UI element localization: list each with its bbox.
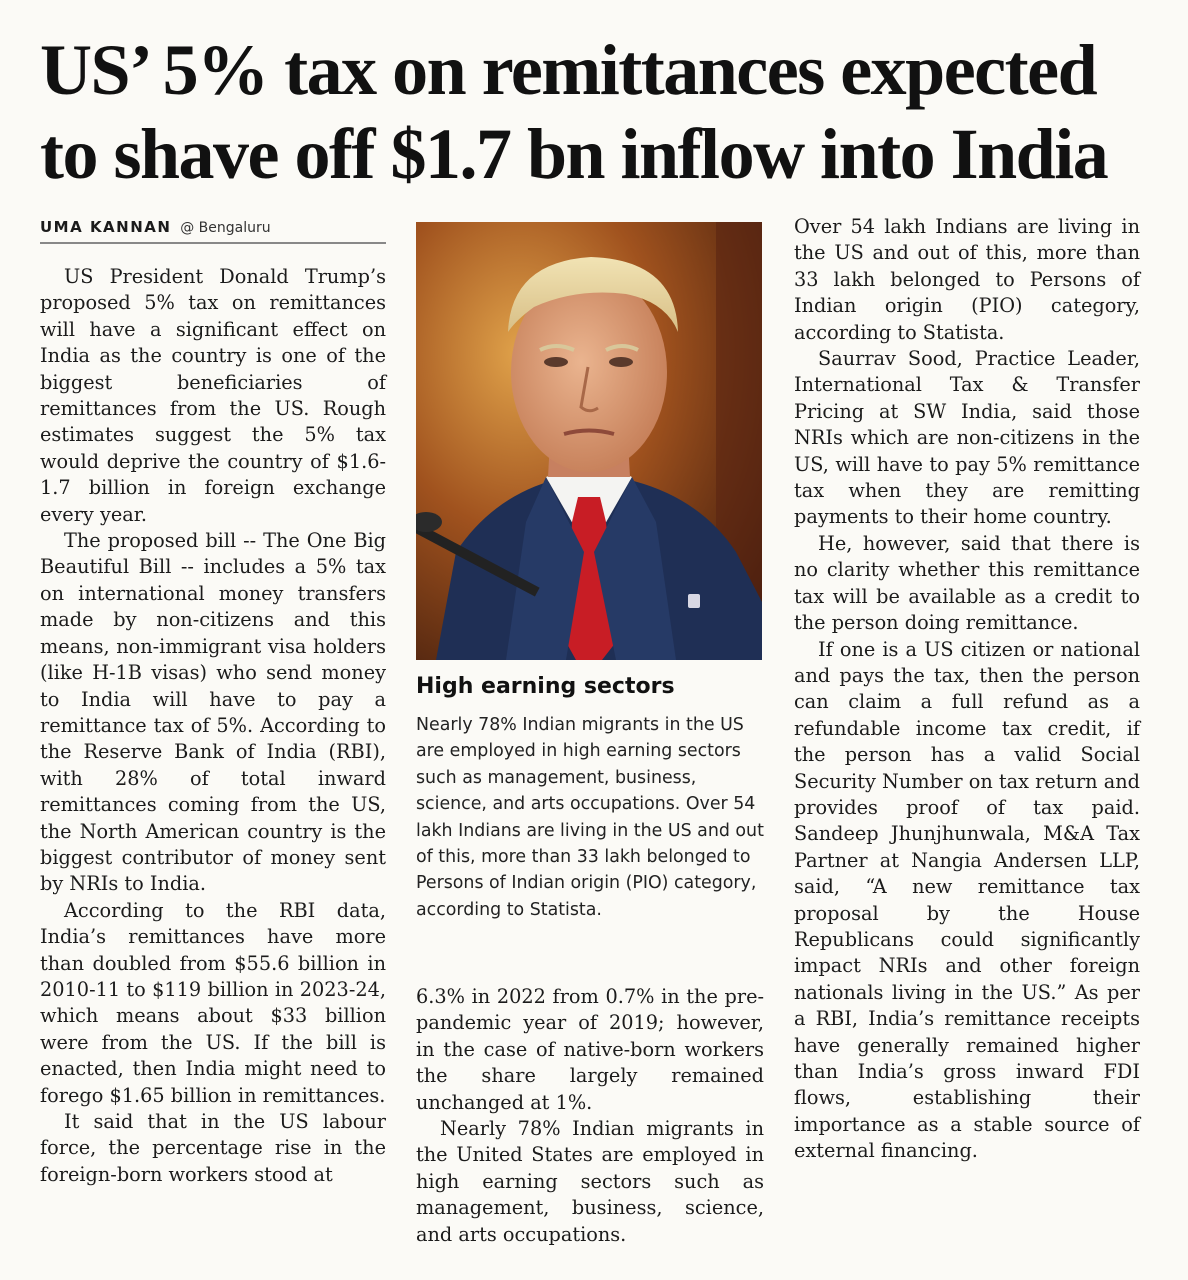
- sidebar-body: Nearly 78% Indian migrants in the US are employed in high earning sectors such as management, business, science, and arts occupations. Over 54 lakh Indians are living in the US and out of this, more than 33 lakh belonged to Persons of Indian origin (PIO) category, according to Statista.: [416, 715, 764, 920]
- paragraph: 6.3% in 2022 from 0.7% in the pre-pandemic year of 2019; however, in the case of native-born workers the share largely remained unchanged at 1%.: [416, 985, 764, 1114]
- headline-line-2: to shave off $1.7 bn inflow into India: [40, 114, 1108, 194]
- article-column-1: [40, 264, 386, 1188]
- article-column-3: [794, 214, 1140, 1165]
- paragraph: According to the RBI data, India’s remittances have more than doubled from $55.6 billion in 2010-11 to $119 billion in 2023-24, which means about $33 billion were from the US. If the bill is enacted, then India might need to forego $1.65 billion in remittances.: [40, 898, 386, 1107]
- paragraph: The proposed bill -- The One Big Beautiful Bill -- includes a 5% tax on international money transfers made by non-citizens and this means, non-immigrant visa holders (like H-1B visas) who send money to India will have to pay a remittance tax of 5%. According to the Reserve Bank of India (RBI), with 28% of total inward remittances coming from the US, the North American country is the biggest contributor of money sent by NRIs to India.: [40, 529, 386, 896]
- paragraph: US President Donald Trump’s proposed 5% tax on remittances will have a significant effect on India as the country is one of the biggest beneficiaries of remittances from the US. Rough estimates suggest the 5% tax would deprive the country of $1.6-1.7 billion in foreign exchange every year.: [40, 265, 386, 526]
- paragraph: It said that in the US labour force, the percentage rise in the foreign-born workers stood at: [40, 1110, 386, 1186]
- paragraph: Saurrav Sood, Practice Leader, International Tax & Transfer Pricing at SW India, said those NRIs which are non-citizens in the US, will have to pay 5% remittance tax when they are remitting payments to their home country.: [794, 347, 1140, 529]
- portrait-photo: [416, 222, 762, 660]
- headline-line-1: US’ 5% tax on remittances expected: [40, 30, 1097, 110]
- byline-location: @ Bengaluru: [180, 220, 271, 236]
- paragraph: Nearly 78% Indian migrants in the United States are employed in high earning sectors such as management, business, science, and arts occupations.: [416, 1117, 764, 1246]
- byline-author: UMA KANNAN: [40, 218, 172, 236]
- portrait-photo-icon: [416, 222, 762, 660]
- paragraph: He, however, said that there is no clarity whether this remittance tax will be available as a credit to the person doing remittance.: [794, 531, 1140, 635]
- paragraph: If one is a US citizen or national and pays the tax, then the person can claim a full refund as a refundable income tax credit, if the person has a valid Social Security Number on tax return and provides proof of tax paid. Sandeep Jhunjhunwala, M&A Tax Partner at Nangia Andersen LLP, said, “A new remittance tax proposal by the House Republicans could significantly impact NRIs and other foreign nationals living in the US.” As per a RBI, India’s remittance receipts have generally remained higher than India’s gross inward FDI flows, establishing their importance as a stable source of external financing.: [794, 637, 1140, 1163]
- byline: [40, 218, 386, 244]
- headline: [40, 28, 1150, 196]
- paragraph: Over 54 lakh Indians are living in the US and out of this, more than 33 lakh belonged to Persons of Indian origin (PIO) category, according to Statista.: [794, 215, 1140, 344]
- article-column-2: [416, 984, 764, 1248]
- sidebar-title: High earning sectors: [416, 674, 675, 699]
